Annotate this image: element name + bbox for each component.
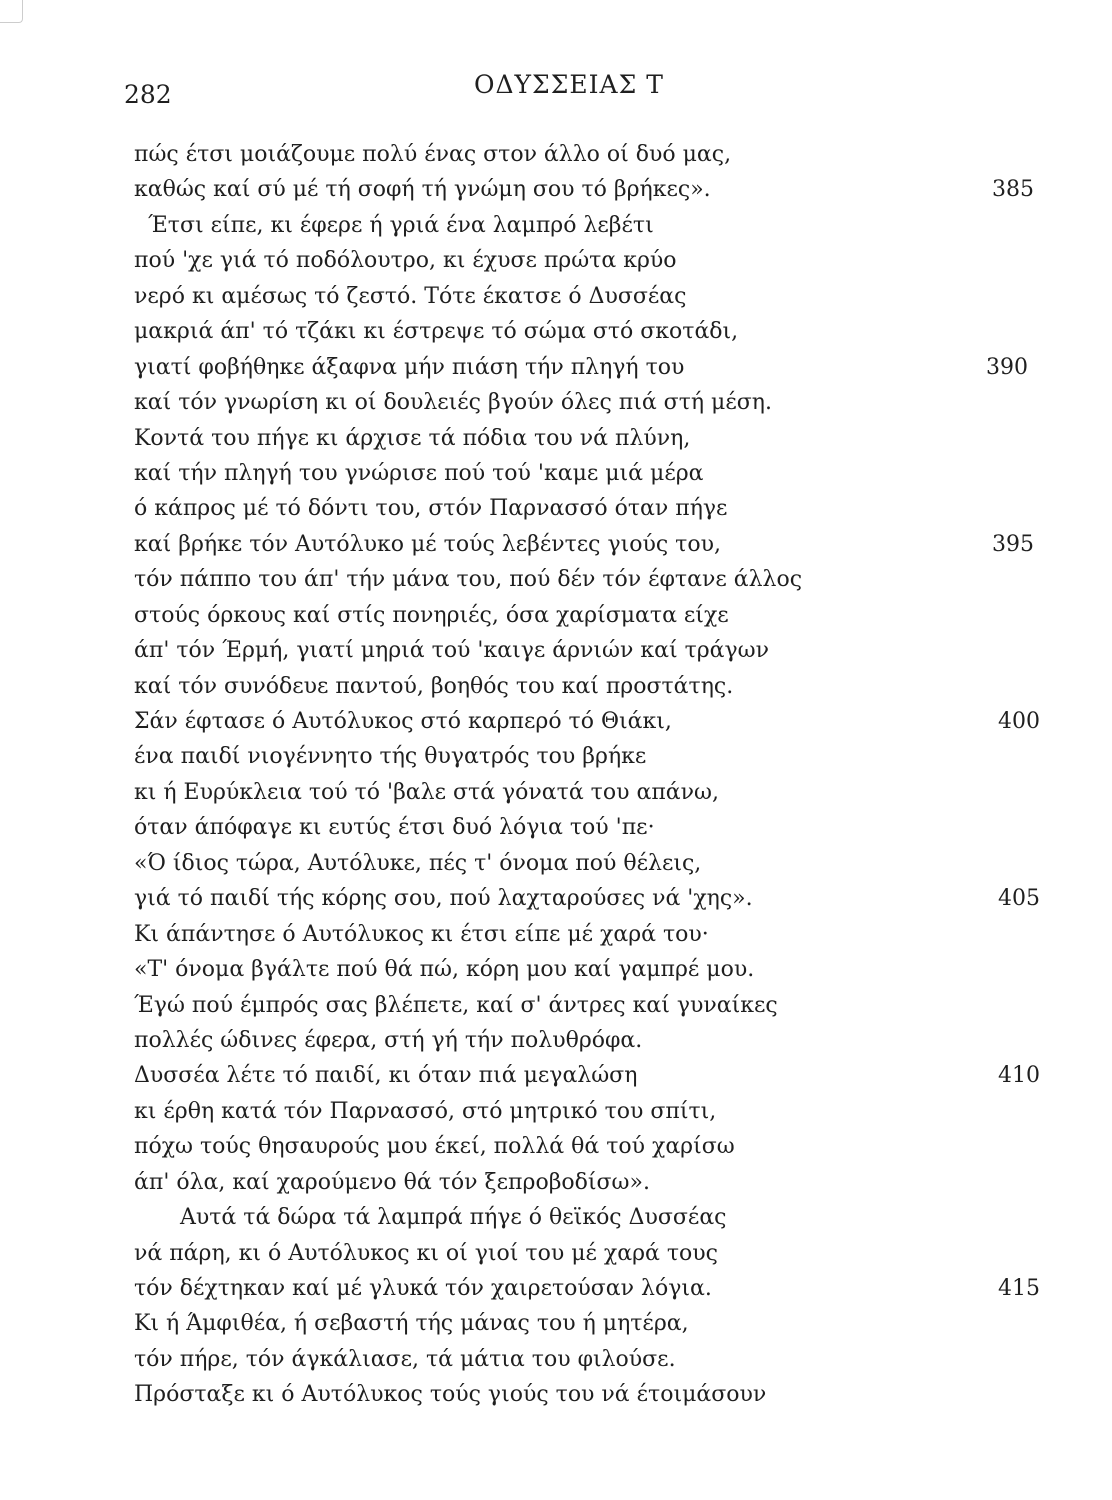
poem-line-text: καί τόν συνόδευε παντού, βοηθός του καί προστάτης. bbox=[134, 673, 734, 699]
poem-line-text: «Ό ίδιος τώρα, Αυτόλυκε, πές τ' όνομα πού θέλεις, bbox=[134, 850, 702, 876]
poem-line bbox=[134, 1306, 1034, 1341]
poem-line-text: Έτσι είπε, κι έφερε ή γριά ένα λαμπρό λεβέτι bbox=[148, 212, 654, 238]
running-head: ΟΔΥΣΣΕΙΑΣ Τ bbox=[474, 70, 664, 99]
poem-line bbox=[134, 917, 1034, 952]
poem-line-text: «Τ' όνομα βγάλτε πού θά πώ, κόρη μου καί γαμπρέ μου. bbox=[134, 957, 755, 983]
poem-line-text: πόχω τούς θησαυρούς μου έκεί, πολλά θά τού χαρίσω bbox=[134, 1134, 735, 1160]
poem-line bbox=[134, 350, 1034, 385]
poem-line-text: ό κάπρος μέ τό δόντι του, στόν Παρνασσό όταν πήγε bbox=[134, 496, 728, 522]
poem-line-text: Αυτά τά δώρα τά λαμπρά πήγε ό θεϊκός Δυσσέας bbox=[180, 1205, 727, 1231]
poem-line-text: πολλές ώδινες έφερα, στή γή τήν πολυθρόφα. bbox=[134, 1027, 643, 1053]
poem-line bbox=[134, 1200, 1034, 1235]
poem-line bbox=[134, 314, 1034, 349]
poem-line-text: κι ή Ευρύκλεια τού τό 'βαλε στά γόνατά του απάνω, bbox=[134, 779, 719, 805]
line-number: 390 bbox=[986, 354, 1028, 380]
line-number: 400 bbox=[998, 709, 1040, 734]
poem-line-text: τόν πήρε, τόν άγκάλιασε, τά μάτια του φιλούσε. bbox=[134, 1346, 676, 1372]
poem-line bbox=[134, 704, 1040, 739]
line-number: 405 bbox=[998, 886, 1040, 912]
poem-line-text: πώς έτσι μοιάζουμε πολύ ένας στον άλλο οί δυό μας, bbox=[134, 142, 732, 167]
poem-line-text: νά πάρη, κι ό Αυτόλυκος κι οί γιοί του μέ χαρά τους bbox=[134, 1240, 718, 1266]
poem-line-text: Κι ή Άμφιθέα, ή σεβαστή τής μάνας του ή μητέρα, bbox=[134, 1311, 689, 1337]
poem-line bbox=[134, 1058, 1040, 1093]
poem-line-text: άπ' τόν Έρμή, γιατί μηριά τού 'καιγε άρνιών καί τράγων bbox=[134, 638, 769, 664]
poem-line-text: καί τόν γνωρίση κι οί δουλειές βγούν όλες πιά στή μέση. bbox=[134, 390, 772, 416]
poem-line bbox=[134, 279, 1034, 314]
poem-line-text: ένα παιδί νιογέννητο τής θυγατρός του βρήκε bbox=[134, 744, 647, 770]
poem-line bbox=[134, 1165, 1034, 1200]
poem-line bbox=[134, 1377, 1034, 1412]
poem-line-text: Κοντά του πήγε κι άρχισε τά πόδια του νά πλύνη, bbox=[134, 425, 691, 451]
line-number: 385 bbox=[992, 177, 1034, 203]
poem-line-text: γιά τό παιδί τής κόρης σου, πού λαχταρούσες νά 'χης». bbox=[134, 886, 753, 912]
poem-line-text: κι έρθη κατά τόν Παρνασσό, στό μητρικό του σπίτι, bbox=[134, 1098, 717, 1124]
line-number: 410 bbox=[998, 1063, 1040, 1089]
line-number: 415 bbox=[998, 1276, 1040, 1301]
poem-line bbox=[134, 456, 1034, 491]
line-number: 395 bbox=[992, 531, 1034, 557]
poem-line-text: καί τήν πληγή του γνώρισε πού τού 'καμε μιά μέρα bbox=[134, 460, 704, 486]
poem-line-text: Σάν έφτασε ό Αυτόλυκος στό καρπερό τό Θιάκι, bbox=[134, 709, 672, 734]
page-number: 282 bbox=[124, 80, 172, 109]
poem-line bbox=[134, 1023, 1034, 1058]
poem-line bbox=[134, 385, 1034, 420]
poem-line bbox=[134, 810, 1034, 845]
poem-line-text: καθώς καί σύ μέ τή σοφή τή γνώμη σου τό βρήκες». bbox=[134, 177, 711, 203]
poem-line-text: Δυσσέα λέτε τό παιδί, κι όταν πιά μεγαλώση bbox=[134, 1063, 638, 1089]
poem-line bbox=[134, 1236, 1034, 1271]
poem-line bbox=[134, 137, 1034, 172]
poem-line bbox=[134, 633, 1034, 668]
poem-line-text: τόν πάππο του άπ' τήν μάνα του, πού δέν τόν έφτανε άλλος bbox=[134, 567, 803, 593]
poem-body bbox=[134, 137, 1040, 1413]
poem-line bbox=[134, 775, 1034, 810]
poem-line bbox=[134, 421, 1034, 456]
poem-line bbox=[134, 1271, 1040, 1306]
poem-line bbox=[134, 598, 1034, 633]
poem-line bbox=[134, 1094, 1034, 1129]
poem-line bbox=[134, 1129, 1034, 1164]
poem-line-text: Κι άπάντησε ό Αυτόλυκος κι έτσι είπε μέ χαρά του· bbox=[134, 921, 709, 947]
poem-line bbox=[134, 988, 1034, 1023]
poem-line-text: γιατί φοβήθηκε άξαφνα μήν πιάση τήν πληγή του bbox=[134, 354, 685, 380]
poem-line bbox=[134, 527, 1034, 562]
poem-line-text: πού 'χε γιά τό ποδόλουτρο, κι έχυσε πρώτα κρύο bbox=[134, 248, 677, 274]
poem-line-text: καί βρήκε τόν Αυτόλυκο μέ τούς λεβέντες γιούς του, bbox=[134, 531, 721, 557]
poem-line-text: όταν άπόφαγε κι ευτύς έτσι δυό λόγια τού 'πε· bbox=[134, 815, 655, 841]
poem-line bbox=[134, 562, 1034, 597]
poem-line bbox=[134, 669, 1034, 704]
poem-line-text: μακριά άπ' τό τζάκι κι έστρεψε τό σώμα στό σκοτάδι, bbox=[134, 319, 739, 345]
poem-line-text: Πρόσταξε κι ό Αυτόλυκος τούς γιούς του νά έτοιμάσουν bbox=[134, 1382, 767, 1408]
poem-line bbox=[134, 881, 1040, 916]
poem-line-text: νερό κι αμέσως τό ζεστό. Τότε έκατσε ό Δυσσέας bbox=[134, 283, 687, 309]
poem-line-text: άπ' όλα, καί χαρούμενο θά τόν ξεπροβοδίσω». bbox=[134, 1169, 650, 1195]
corner-fold-mark bbox=[0, 0, 23, 23]
poem-line bbox=[134, 739, 1034, 774]
poem-line bbox=[134, 243, 1034, 278]
poem-line bbox=[134, 1342, 1034, 1377]
poem-line bbox=[134, 952, 1034, 987]
poem-line-text: στούς όρκους καί στίς πονηριές, όσα χαρίσματα είχε bbox=[134, 602, 729, 628]
poem-line-text: τόν δέχτηκαν καί μέ γλυκά τόν χαιρετούσαν λόγια. bbox=[134, 1276, 712, 1301]
poem-line bbox=[134, 172, 1034, 207]
poem-line-text: Έγώ πού έμπρός σας βλέπετε, καί σ' άντρες καί γυναίκες bbox=[134, 992, 778, 1018]
poem-line bbox=[134, 491, 1034, 526]
poem-line bbox=[134, 208, 1034, 243]
poem-line bbox=[134, 846, 1034, 881]
